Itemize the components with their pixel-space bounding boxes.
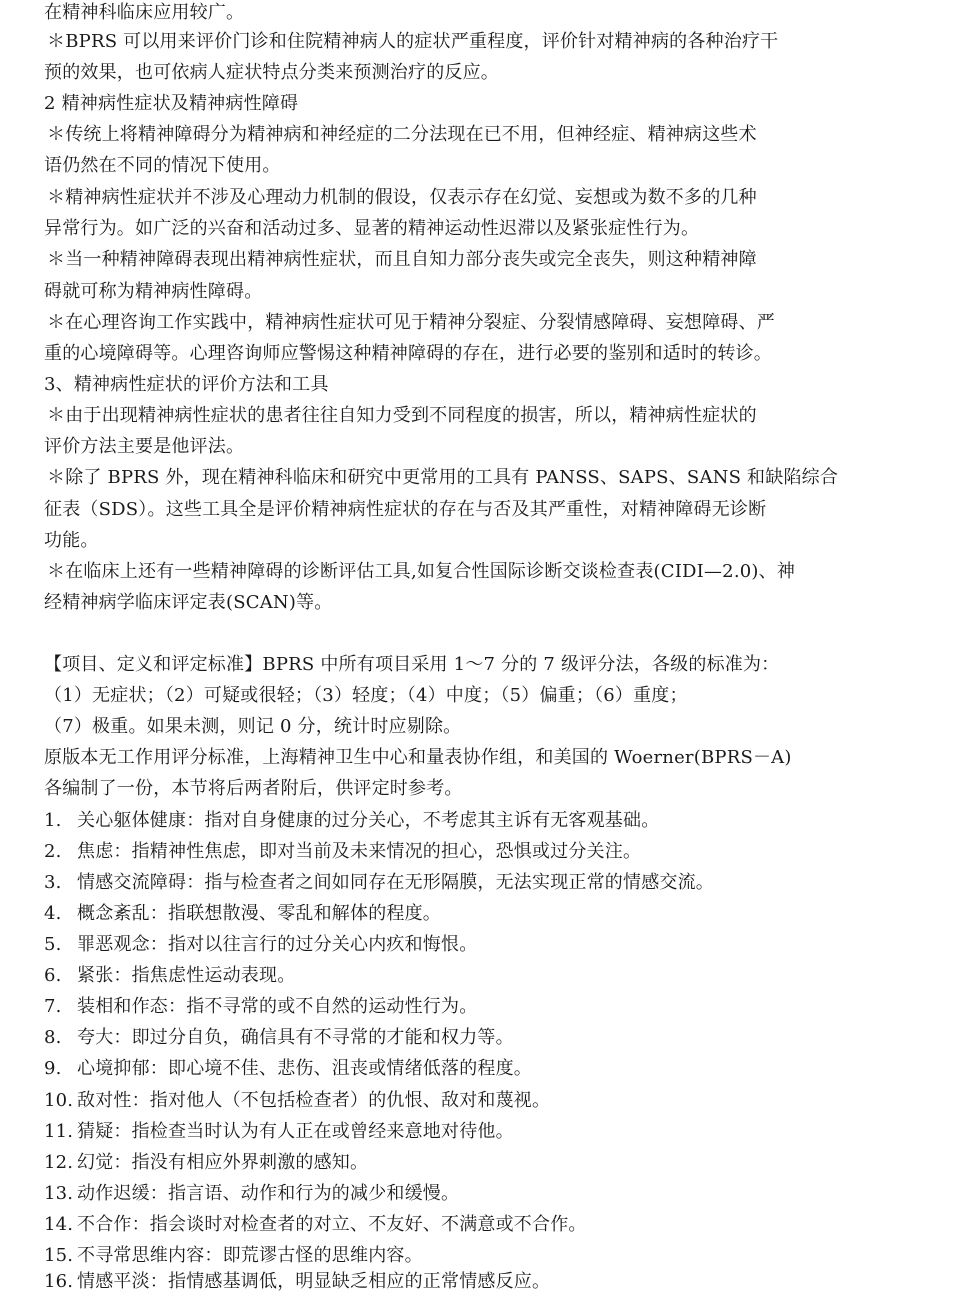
list-item [44,901,441,927]
list-item [44,1243,423,1269]
item-number: 14. [44,1214,74,1235]
list-item [44,839,641,865]
bullet-line: ＊精神病性症状并不涉及心理动力机制的假设，仅表示存在幻觉、妄想或为数不多的几种 [47,187,757,208]
item-text: 动作迟缓：指言语、动作和行为的减少和缓慢。 [77,1183,460,1204]
criteria-heading: 【项目、定义和评定标准】BPRS 中所有项目采用 1～7 分的 7 级评分法，各级的标准为： [44,654,780,675]
text-line: 预的效果，也可依病人症状特点分类来预测治疗的反应。 [44,62,499,83]
bullet-line: ＊BPRS 可以用来评价门诊和住院精神病人的症状严重程度，评价针对精神病的各种治疗干 [47,31,779,52]
item-text: 猜疑：指检查当时认为有人正在或曾经来意地对待他。 [77,1121,514,1142]
text-line: 语仍然在不同的情况下使用。 [44,155,281,176]
text-line: 原版本无工作用评分标准，上海精神卫生中心和量表协作组，和美国的 Woerner(BPRS－A) [44,747,792,768]
section-heading: 2 精神病性症状及精神病性障碍 [44,93,299,114]
text-line: 重的心境障碍等。心理咨询师应警惕这种精神障碍的存在，进行必要的鉴别和适时的转诊。 [44,343,772,364]
item-text: 情感平淡：指情感基调低，明显缺乏相应的正常情感反应。 [77,1271,551,1292]
list-item [44,808,659,834]
item-text: 夸大：即过分自负，确信具有不寻常的才能和权力等。 [77,1027,514,1048]
bullet-line: ＊在临床上还有一些精神障碍的诊断评估工具,如复合性国际诊断交谈检查表(CIDI—2.0)、神 [47,561,796,582]
text-line: 功能。 [44,530,99,551]
section-heading: 3、精神病性症状的评价方法和工具 [44,374,329,395]
list-item [44,932,477,958]
bullet-line: ＊除了 BPRS 外，现在精神科临床和研究中更常用的工具有 PANSS、SAPS、SANS 和缺陷综合 [47,467,839,488]
list-item [44,1025,514,1051]
item-number: 1. [44,810,62,831]
item-text: 情感交流障碍：指与检查者之间如同存在无形隔膜，无法实现正常的情感交流。 [77,872,714,893]
item-text: 焦虑：指精神性焦虑，即对当前及未来情况的担心，恐惧或过分关注。 [77,841,642,862]
item-text: 不寻常思维内容：即荒谬古怪的思维内容。 [77,1245,423,1266]
bullet-line: ＊传统上将精神障碍分为精神病和神经症的二分法现在已不用，但神经症、精神病这些术 [47,124,757,145]
text-line: 评价方法主要是他评法。 [44,436,245,457]
item-number: 8. [44,1027,62,1048]
list-item [44,1150,368,1176]
item-number: 2. [44,841,62,862]
list-item [44,963,295,989]
text-line: 各编制了一份，本节将后两者附后，供评定时参考。 [44,778,463,799]
item-number: 15. [44,1245,74,1266]
item-number: 9. [44,1058,62,1079]
item-number: 11. [44,1121,74,1142]
item-text: 不合作：指会谈时对检查者的对立、不友好、不满意或不合作。 [77,1214,587,1235]
list-item [44,1088,550,1114]
item-text: 幻觉：指没有相应外界刺激的感知。 [77,1152,369,1173]
bullet-line: ＊由于出现精神病性症状的患者往往自知力受到不同程度的损害，所以，精神病性症状的 [47,405,757,426]
list-item [44,1119,514,1145]
item-text: 关心躯体健康：指对自身健康的过分关心，不考虑其主诉有无客观基础。 [77,810,660,831]
list-item [44,1181,459,1207]
list-item-partial [44,1269,550,1295]
list-item [44,994,477,1020]
item-number: 4. [44,903,62,924]
text-line: 异常行为。如广泛的兴奋和活动过多、显著的精神运动性迟滞以及紧张症性行为。 [44,218,700,239]
text-line: 在精神科临床应用较广。 [44,2,245,23]
list-item [44,870,714,896]
item-number: 10. [44,1090,74,1111]
list-item [44,1056,532,1082]
item-number: 6. [44,965,62,986]
text-line: 碍就可称为精神病性障碍。 [44,281,263,302]
item-text: 概念紊乱：指联想散漫、零乱和解体的程度。 [77,903,441,924]
rating-scale-line: （7）极重。如果未测，则记 0 分，统计时应剔除。 [44,716,462,737]
text-line: 经精神病学临床评定表(SCAN)等。 [44,592,333,613]
item-text: 紧张：指焦虑性运动表现。 [77,965,296,986]
item-text: 心境抑郁：即心境不佳、悲伤、沮丧或情绪低落的程度。 [77,1058,532,1079]
item-number: 16. [44,1271,74,1292]
item-number: 12. [44,1152,74,1173]
item-number: 13. [44,1183,74,1204]
bullet-line: ＊在心理咨询工作实践中，精神病性症状可见于精神分裂症、分裂情感障碍、妄想障碍、严 [47,312,775,333]
item-number: 7. [44,996,62,1017]
rating-scale-line: （1）无症状；（2）可疑或很轻；（3）轻度；（4）中度；（5）偏重；（6）重度； [44,685,688,706]
item-number: 3. [44,872,62,893]
item-text: 罪恶观念：指对以往言行的过分关心内疚和悔恨。 [77,934,478,955]
list-item [44,1212,587,1238]
item-number: 5. [44,934,62,955]
text-line: 征表（SDS）。这些工具全是评价精神病性症状的存在与否及其严重性，对精神障碍无诊断 [44,499,767,520]
item-text: 敌对性：指对他人（不包括检查者）的仇恨、敌对和蔑视。 [77,1090,551,1111]
item-text: 装相和作态：指不寻常的或不自然的运动性行为。 [77,996,478,1017]
bullet-line: ＊当一种精神障碍表现出精神病性症状，而且自知力部分丧失或完全丧失，则这种精神障 [47,249,757,270]
